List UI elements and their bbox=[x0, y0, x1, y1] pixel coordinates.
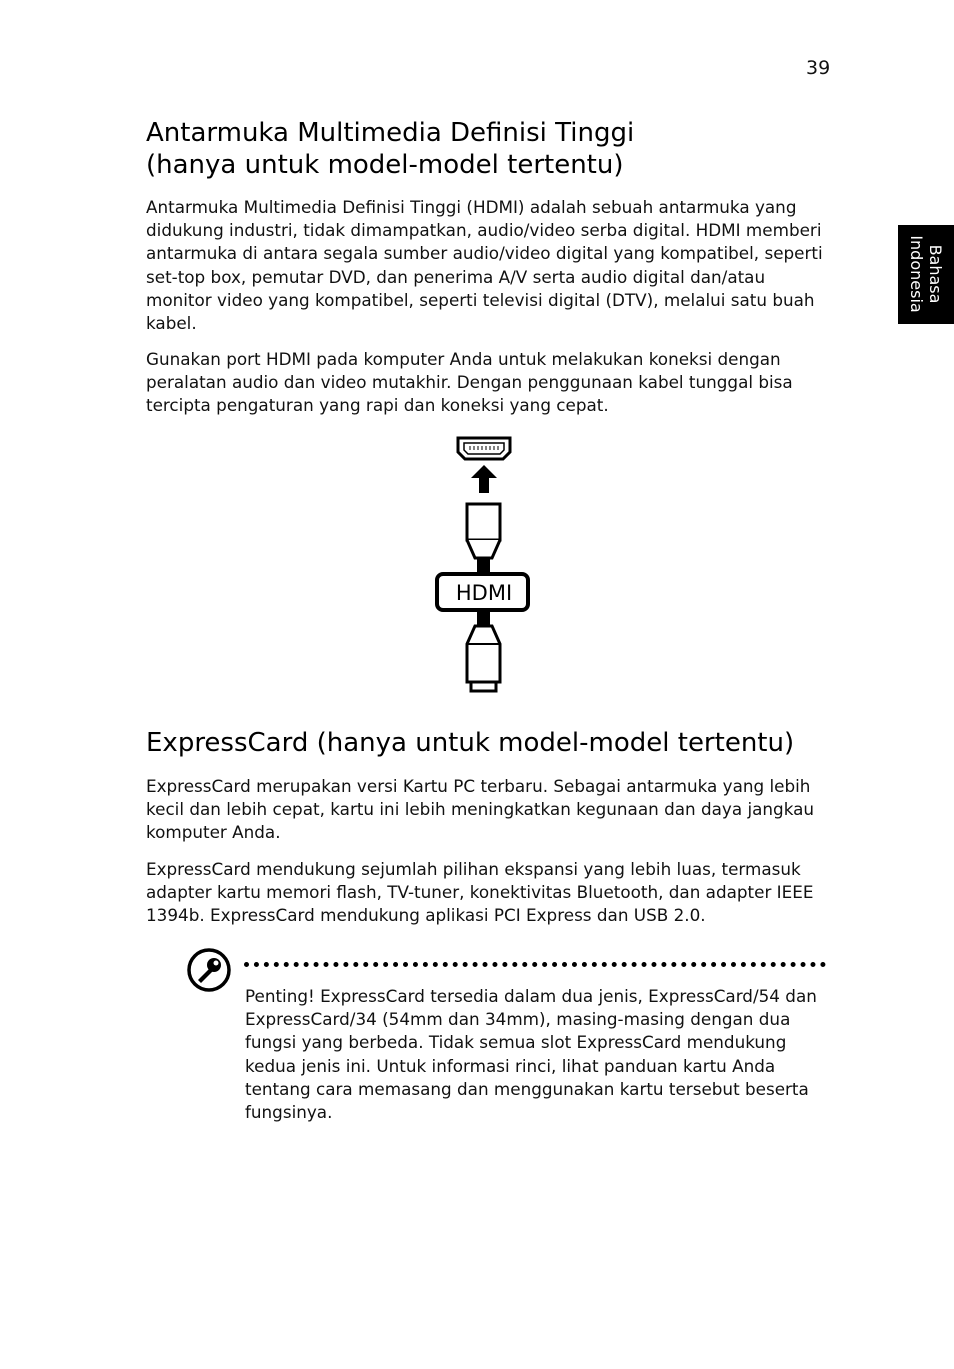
hdmi-port-icon bbox=[458, 438, 510, 459]
hdmi-title-line1: Antarmuka Multimedia Definisi Tinggi bbox=[146, 118, 635, 148]
page-number: 39 bbox=[806, 57, 831, 79]
expresscard-paragraph-1: ExpressCard merupakan versi Kartu PC terbaru. Sebagai antarmuka yang lebih kecil dan lebih cepat, kartu ini lebih meningkatkan kegunaan dan daya jangkau komputer Anda. bbox=[146, 776, 815, 843]
language-side-tab bbox=[898, 225, 954, 324]
insert-arrow-icon bbox=[471, 465, 497, 493]
side-tab-text bbox=[907, 235, 945, 312]
hdmi-paragraph-2: Gunakan port HDMI pada komputer Anda untuk melakukan koneksi dengan peralatan audio dan video mutakhir. Dengan penggunaan kabel tunggal bisa tercipta pengaturan yang rapi dan koneksi yang cepat. bbox=[146, 349, 793, 416]
expresscard-section-title: ExpressCard (hanya untuk model-model tertentu) bbox=[146, 728, 795, 758]
wrench-icon bbox=[185, 947, 233, 993]
hdmi-plug-lower bbox=[467, 612, 500, 691]
expresscard-paragraph-2: ExpressCard mendukung sejumlah pilihan ekspansi yang lebih luas, termasuk adapter kartu memori flash, TV-tuner, konektivitas Bluetooth, dan adapter IEEE 1394b. ExpressCard mendukung aplikasi PCI Express dan USB 2.0. bbox=[146, 859, 814, 926]
note-label: Penting bbox=[245, 986, 309, 1006]
side-tab-line2: Indonesia bbox=[907, 235, 926, 313]
hdmi-plug-upper bbox=[467, 504, 500, 572]
hdmi-section-title bbox=[146, 117, 846, 181]
hdmi-title-line2: (hanya untuk model-model tertentu) bbox=[146, 150, 624, 180]
hdmi-cable-illustration bbox=[430, 432, 540, 696]
hdmi-label-text: HDMI bbox=[455, 581, 513, 605]
note-divider bbox=[244, 962, 826, 967]
note-body: ! ExpressCard tersedia dalam dua jenis, ExpressCard/54 dan ExpressCard/34 (54mm dan 34mm), masing-masing dengan dua fungsi yang berbeda. Tidak semua slot ExpressCard mendukung kedua jenis ini. Untuk informasi rinci, lihat panduan kartu Anda tentang cara memasang dan menggunakan kartu tersebut beserta fungsinya. bbox=[245, 986, 817, 1123]
note-text bbox=[245, 985, 825, 1124]
hdmi-paragraph-1: Antarmuka Multimedia Definisi Tinggi (HDMI) adalah sebuah antarmuka yang didukung industri, tidak dimampatkan, audio/video serba digital. HDMI memberi antarmuka di antara segala sumber audio/video digital yang kompatibel, seperti set-top box, pemutar DVD, dan penerima A/V serta audio digital dan/atau monitor video yang kompatibel, seperti televisi digital (DTV), melalui satu buah kabel. bbox=[146, 197, 823, 334]
side-tab-line1: Bahasa bbox=[926, 244, 945, 304]
